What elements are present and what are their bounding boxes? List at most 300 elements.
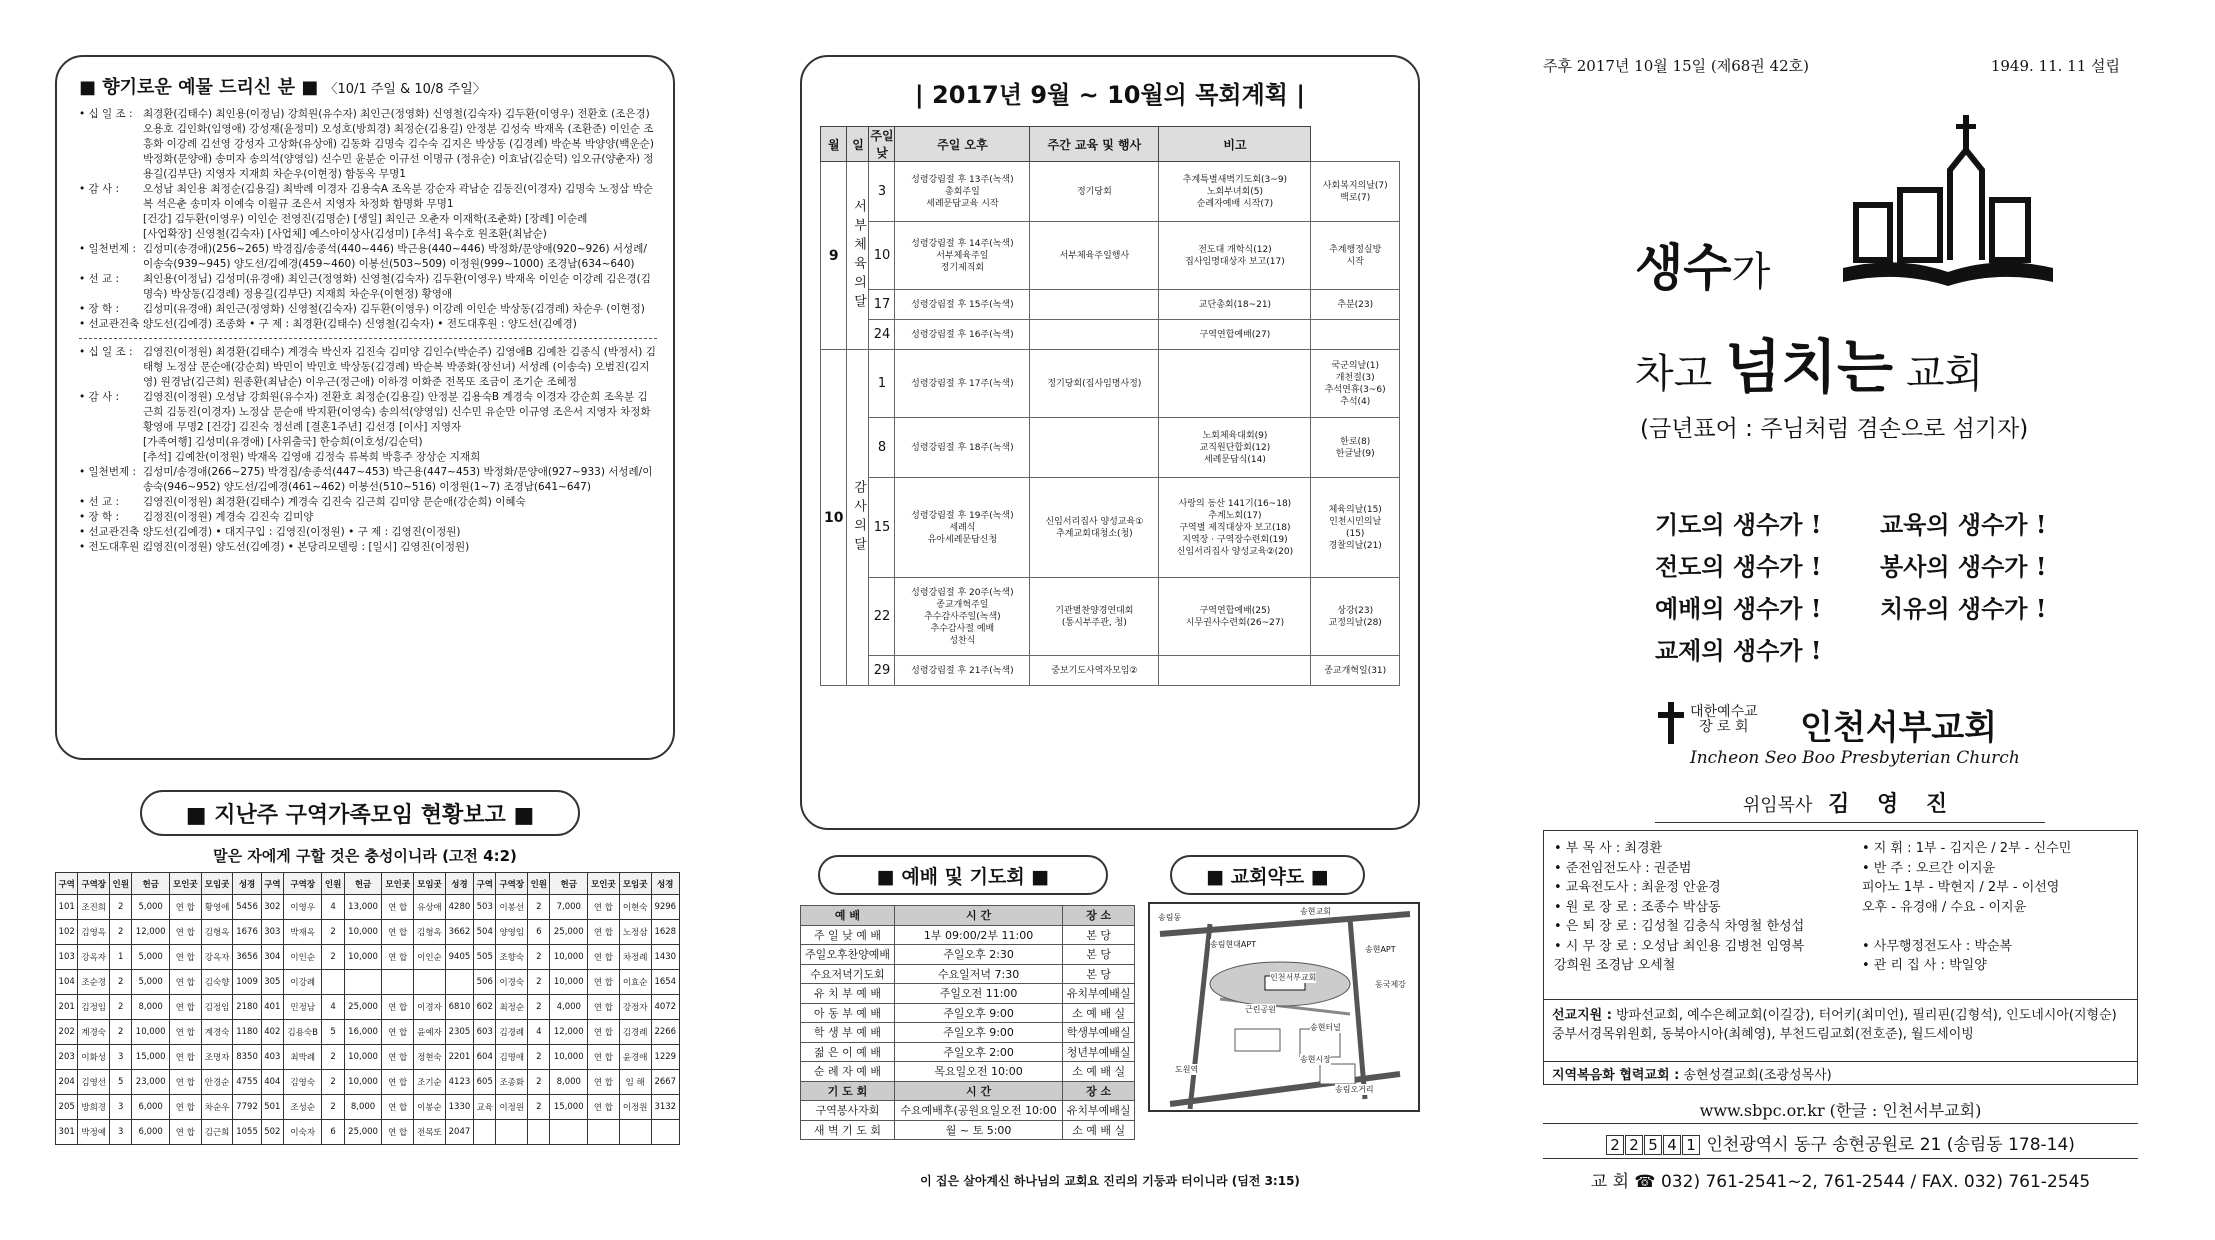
column-header: 기 도 회 [801, 1081, 895, 1101]
table-cell: 이인순 [414, 945, 446, 970]
table-cell: 김경례 [619, 1020, 651, 1045]
plan-note: 추계행정실방 시작 [1311, 222, 1400, 290]
table-cell: 연 합 [169, 895, 201, 920]
table-cell: 6810 [445, 995, 473, 1020]
staff-line: • 부 목 사 : 최경환 [1554, 841, 1663, 856]
table-cell: 2 [528, 1070, 550, 1095]
plan-aft: 서부체육주일행사 [1030, 222, 1159, 290]
map-label: 송림동 [1158, 913, 1182, 922]
table-cell: 204 [56, 1070, 78, 1095]
table-cell: 연 합 [382, 1070, 414, 1095]
table-row [801, 984, 1135, 1004]
table-cell: 황영애 [201, 895, 233, 920]
staff-line: 오후 - 유경애 / 수요 - 이지윤 [1862, 899, 2027, 915]
table-cell: 이경자 [414, 995, 446, 1020]
table-row [801, 1042, 1135, 1062]
column-header: 장 소 [1063, 906, 1135, 926]
table-cell: 2 [322, 1095, 344, 1120]
table-cell [344, 970, 382, 995]
offering-row [79, 182, 657, 212]
column-header: 인원 [110, 873, 132, 895]
table-cell: 연 합 [588, 1020, 620, 1045]
plan-aft: 기관별찬양경연대회 (통시부주관, 청) [1030, 578, 1159, 656]
table-cell: 3 [110, 1095, 132, 1120]
table-cell: 이인순 [284, 945, 322, 970]
offering-row [79, 540, 657, 555]
offering-names: 김영진(이정원) 양도선(김예경) • 본당리모델링 : [일시] 김영진(이정원) [143, 541, 470, 553]
table-cell: 502 [261, 1120, 283, 1145]
cell-report-title: ■ 지난주 구역가족모임 현황보고 ■ [140, 790, 580, 836]
plan-aft [1030, 418, 1159, 478]
mission-support: 선교지원 : 방파선교회, 예수은혜교회(이길강), 터어키(최미언), 필리핀(김형석), 인도네시아(지형순) 중부서경목위원회, 동북아시아(최혜영), 부천드림교회(전호준), 월드세이빙 [1544, 999, 2137, 1050]
plan-week: 전도대 개학식(12) 집사임명대상자 보고(17) [1159, 222, 1311, 290]
table-cell: 젊 은 이 예 배 [801, 1042, 895, 1062]
table-cell: 503 [474, 895, 496, 920]
plan-week [1159, 350, 1311, 418]
table-cell: 4 [528, 1020, 550, 1045]
plan-month-theme: 감사의달 [847, 350, 869, 686]
table-cell: 9405 [445, 945, 473, 970]
column-header: 모임곳 [414, 873, 446, 895]
table-cell: 연 합 [169, 995, 201, 1020]
table-cell: 10,000 [550, 1045, 588, 1070]
table-cell: 주일오후 2:00 [894, 1042, 1062, 1062]
table-cell: 학생부예배실 [1063, 1023, 1135, 1043]
table-cell: 505 [474, 945, 496, 970]
table-cell: 교육 [474, 1095, 496, 1120]
table-cell: 연 합 [169, 920, 201, 945]
table-cell: 계경숙 [78, 1020, 110, 1045]
plan-aft [1030, 320, 1159, 350]
cell-report-verse: 말은 자에게 구할 것은 충성이니라 (고전 4:2) [213, 847, 517, 865]
table-cell: 3 [110, 1045, 132, 1070]
table-cell: 김명애 [496, 1045, 528, 1070]
staff-list-left [1554, 839, 1804, 976]
table-cell: 연 합 [588, 895, 620, 920]
column-header: 주일 오후 [895, 127, 1030, 162]
table-cell: 노정삼 [619, 920, 651, 945]
staff-line [1862, 917, 2071, 937]
column-header: 구역장 [78, 873, 110, 895]
offering-label: • 일천번제 : [79, 466, 136, 478]
plan-noon: 성령강림절 후 19주(녹색) 세례식 유아세례문답신청 [895, 478, 1030, 578]
offering-group-week1 [79, 107, 657, 332]
map-label: 송현시장 [1300, 1055, 1331, 1064]
table-cell: 23,000 [132, 1070, 170, 1095]
offering-label [79, 450, 143, 465]
staff-box [1543, 830, 2138, 1085]
column-header: 주일 낮 [869, 127, 895, 162]
table-cell: 5,000 [132, 970, 170, 995]
table-cell: 2305 [445, 1020, 473, 1045]
table-cell: 이숙자 [284, 1120, 322, 1145]
table-cell: 이봉순 [414, 1095, 446, 1120]
column-header: 인원 [528, 873, 550, 895]
table-cell: 12,000 [550, 1020, 588, 1045]
table-cell: 연 합 [382, 1020, 414, 1045]
table-cell: 402 [261, 1020, 283, 1045]
offering-names: 김영진(이정원) 최경환(김태수) 계경숙 박신자 김진숙 김미양 김인수(박순주) 김영애B 김예찬 김종식 (박정서) 김태형 노정삼 문순애(강순희) 박민이 박민호 박상동(김경례) 박순복 박종화(장선녀) 서성례 (이송숙) 오범진(김지영) 원경남(김근희) 원종환(최남순) 이우근(정근애) 이하경 이화준 전목또 조금이 조기순 조혜정 [143, 346, 656, 388]
table-cell: 3656 [233, 945, 261, 970]
column-header: 시 간 [894, 1081, 1062, 1101]
table-cell: 10,000 [550, 945, 588, 970]
column-header: 구역 [474, 873, 496, 895]
table-cell: 5456 [233, 895, 261, 920]
table-cell: 주일오후 9:00 [894, 1023, 1062, 1043]
plan-aft: 중보기도사역자모임② [1030, 656, 1159, 686]
offering-row [79, 317, 657, 332]
table-cell: 5,000 [132, 945, 170, 970]
table-cell: 1654 [651, 970, 679, 995]
zip-digit: 4 [1663, 1135, 1681, 1155]
plan-noon: 성령강림절 후 21주(녹색) [895, 656, 1030, 686]
growth-item: 기도의 생수가 ! [1655, 510, 1822, 539]
map-title: ■ 교회약도 ■ [1170, 855, 1365, 895]
table-cell: 김용숙B [284, 1020, 322, 1045]
table-cell: 205 [56, 1095, 78, 1120]
offering-group-week2 [79, 345, 657, 555]
table-cell: 새 벽 기 도 회 [801, 1120, 895, 1140]
table-cell: 연 합 [169, 1070, 201, 1095]
growth-item: 전도의 생수가 ! [1655, 552, 1822, 581]
table-cell: 104 [56, 970, 78, 995]
table-cell: 10,000 [344, 1045, 382, 1070]
table-row [821, 222, 1400, 290]
plan-week: 추계특별새벽기도회(3~9) 노회부녀회(5) 순례자예배 시작(7) [1159, 162, 1311, 222]
table-cell: 504 [474, 920, 496, 945]
map-label: 송현교회 [1300, 907, 1331, 916]
zip-digit: 2 [1625, 1135, 1643, 1155]
table-cell: 8350 [233, 1045, 261, 1070]
column-header: 시 간 [894, 906, 1062, 926]
table-cell: 강옥자 [78, 945, 110, 970]
table-cell: 이효순 [619, 970, 651, 995]
offering-names: [건강] 김두환(이영우) 이인순 전영진(김명순) [생일] 최인근 오춘자 이재학(조춘화) [장례] 이순례 [143, 213, 588, 225]
plan-day: 22 [869, 578, 895, 656]
table-cell [651, 1120, 679, 1145]
table-cell: 김영선 [78, 1070, 110, 1095]
column-header: 일 [847, 127, 869, 162]
table-cell: 양영임 [496, 920, 528, 945]
column-header: 장 소 [1063, 1081, 1135, 1101]
table-cell: 102 [56, 920, 78, 945]
table-cell [445, 970, 473, 995]
table-cell: 김경례 [496, 1020, 528, 1045]
column-header: 주간 교육 및 행사 [1030, 127, 1159, 162]
staff-line: 강희원 조경남 오세철 [1554, 958, 1676, 973]
table-cell: 연 합 [169, 945, 201, 970]
staff-line: • 준전임전도사 : 권준범 [1554, 860, 1692, 876]
table-cell: 9296 [651, 895, 679, 920]
table-cell: 전목또 [414, 1120, 446, 1145]
table-cell: 수요일저녁 7:30 [894, 964, 1062, 984]
table-row [801, 1120, 1135, 1140]
table-cell: 8,000 [550, 1070, 588, 1095]
table-cell: 김숙향 [201, 970, 233, 995]
table-cell: 연 합 [382, 945, 414, 970]
table-cell: 302 [261, 895, 283, 920]
table-row [821, 656, 1400, 686]
table-cell: 8,000 [344, 1095, 382, 1120]
bottom-verse: 이 집은 살아계신 하나님의 교회요 진리의 기둥과 터이니라 (딤전 3:15) [920, 1174, 1300, 1188]
table-cell: 주일오후 9:00 [894, 1003, 1062, 1023]
church-name-english: Incheon Seo Boo Presbyterian Church [1690, 748, 2020, 768]
map-label: 동국제강 [1375, 980, 1406, 989]
table-cell: 2 [322, 1070, 344, 1095]
table-cell: 조기순 [414, 1070, 446, 1095]
plan-table [820, 126, 1400, 686]
table-cell: 13,000 [344, 895, 382, 920]
table-cell: 4 [322, 995, 344, 1020]
offering-label: • 선교관건축 : [79, 318, 147, 330]
table-cell: 301 [56, 1120, 78, 1145]
table-cell: 조진희 [78, 895, 110, 920]
table-cell: 유치부예배실 [1063, 984, 1135, 1004]
zip-code [1606, 1135, 1706, 1155]
plan-note: 국군의날(1) 개천절(3) 추석연휴(3~6) 추석(4) [1311, 350, 1400, 418]
table-cell: 602 [474, 995, 496, 1020]
offering-label [79, 212, 143, 227]
plan-noon: 성령강림절 후 15주(녹색) [895, 290, 1030, 320]
table-row [821, 478, 1400, 578]
column-header: 예 배 [801, 906, 895, 926]
table-cell: 소 예 배 실 [1063, 1120, 1135, 1140]
denomination: 대한예수교 장 로 회 [1690, 704, 1758, 735]
table-cell: 청년부예배실 [1063, 1042, 1135, 1062]
zip-digit: 1 [1682, 1135, 1700, 1155]
zip-digit: 5 [1644, 1135, 1662, 1155]
table-row [821, 350, 1400, 418]
table-cell: 8,000 [132, 995, 170, 1020]
table-cell: 303 [261, 920, 283, 945]
table-cell: 이강례 [284, 970, 322, 995]
offering-label: • 선교관건축 : [79, 526, 147, 538]
table-cell [588, 1120, 620, 1145]
column-header: 인원 [322, 873, 344, 895]
established-date: 1949. 11. 11 설립 [1990, 57, 2120, 75]
table-cell [496, 1120, 528, 1145]
slogan-line1: 생수가 [1635, 239, 1771, 297]
plan-noon: 성령강림절 후 20주(녹색) 종교개혁주일 추수감사주일(녹색) 추수감사절 예배 성찬식 [895, 578, 1030, 656]
table-cell: 2 [110, 995, 132, 1020]
column-header: 구역 [261, 873, 283, 895]
table-cell: 연 합 [588, 1045, 620, 1070]
offering-names: 김성미(유경애) 최인근(정영화) 신영철(김숙자) 김두환(이영우) 이강례 이인순 박상동(김경례) 차순우 (이현정) [143, 303, 645, 315]
plan-note: 체육의날(15) 인천시민의날 (15) 경찰의날(21) [1311, 478, 1400, 578]
table-row [801, 964, 1135, 984]
table-cell: 1229 [651, 1045, 679, 1070]
table-cell: 1676 [233, 920, 261, 945]
offering-row [79, 107, 657, 182]
table-cell: 5 [322, 1020, 344, 1045]
table-cell: 2 [528, 970, 550, 995]
column-header: 모임곳 [201, 873, 233, 895]
table-cell: 3 [110, 1120, 132, 1145]
table-cell: 김근희 [201, 1120, 233, 1145]
cell-report-table [55, 872, 680, 1145]
table-cell: 16,000 [344, 1020, 382, 1045]
offering-label [79, 227, 143, 242]
offering-label: • 십 일 조 : [79, 346, 133, 358]
table-cell [414, 970, 446, 995]
table-cell: 연 합 [382, 995, 414, 1020]
table-cell: 404 [261, 1070, 283, 1095]
table-cell: 이정원 [496, 1095, 528, 1120]
offering-names: 김성미(송경애)(256~265) 박경집/송종석(440~446) 박근용(440~446) 박정화/문양애(920~926) 서성례/이송숙(939~945) 양도선/김예경(459~460) 이봉선(503~509) 이정원(999~1000) 조경남(634~640) [143, 243, 647, 270]
offering-names: 김성미/송경애(266~275) 박경집/송종석(447~453) 박근용(447~453) 박정화/문양애(927~933) 서성례/이송숙(946~952) 양도선/김예경(461~462) 이봉선(510~516) 이정원(1~7) 조경남(641~647) [143, 466, 653, 493]
plan-aft: 정기당회(집사임명사정) [1030, 350, 1159, 418]
table-cell: 계경숙 [201, 1020, 233, 1045]
table-cell: 조향숙 [496, 945, 528, 970]
offering-names: 양도선(김예경) • 대지구입 : 김영진(이정원) • 구 제 : 김영진(이정원) [143, 526, 461, 538]
table-cell: 6 [322, 1120, 344, 1145]
table-row [56, 920, 680, 945]
table-cell: 김형옥 [414, 920, 446, 945]
table-cell: 강정자 [619, 995, 651, 1020]
plan-aft [1030, 290, 1159, 320]
table-cell: 2 [110, 1020, 132, 1045]
table-row [56, 1020, 680, 1045]
table-cell: 2 [110, 970, 132, 995]
plan-noon: 성령강림절 후 14주(녹색) 서부체육주일 정기제직회 [895, 222, 1030, 290]
table-cell: 101 [56, 895, 78, 920]
year-motto: (금년표어 : 주님처럼 겸손으로 섬기자) [1640, 416, 2029, 442]
staff-line: • 원 로 장 로 : 조종수 박삼동 [1554, 899, 1721, 915]
table-cell: 본 당 [1063, 925, 1135, 945]
table-row [801, 1062, 1135, 1082]
table-row [56, 1070, 680, 1095]
zip-digit: 2 [1606, 1135, 1624, 1155]
table-row [56, 1045, 680, 1070]
table-cell: 10,000 [344, 945, 382, 970]
table-cell: 2 [528, 945, 550, 970]
table-cell: 아 동 부 예 배 [801, 1003, 895, 1023]
column-header: 모인곳 [588, 873, 620, 895]
growth-item: 치유의 생수가 ! [1880, 594, 2047, 623]
table-row [801, 1023, 1135, 1043]
staff-line: • 관 리 집 사 : 박일양 [1862, 958, 1987, 973]
table-cell: 윤예자 [414, 1020, 446, 1045]
table-cell: 4,000 [550, 995, 588, 1020]
table-cell: 2 [322, 920, 344, 945]
table-cell: 2047 [445, 1120, 473, 1145]
table-cell: 25,000 [550, 920, 588, 945]
table-cell: 304 [261, 945, 283, 970]
table-cell: 연 합 [382, 1095, 414, 1120]
table-cell: 강옥자 [201, 945, 233, 970]
staff-line: • 지 휘 : 1부 - 김지은 / 2부 - 신수민 [1862, 841, 2072, 856]
table-row [56, 1120, 680, 1145]
table-cell: 민정남 [284, 995, 322, 1020]
column-header: 모인곳 [169, 873, 201, 895]
table-row [801, 925, 1135, 945]
offering-row [79, 465, 657, 495]
offering-label: • 장 학 : [79, 303, 120, 315]
table-cell: 15,000 [550, 1095, 588, 1120]
evangelism-partner: 지역복음화 협력교회 : 송현성결교회(조광성목사) [1544, 1061, 2137, 1085]
table-cell: 연 합 [169, 1045, 201, 1070]
table-cell: 3132 [651, 1095, 679, 1120]
table-cell: 403 [261, 1045, 283, 1070]
offering-row [79, 450, 657, 465]
plan-week: 사랑의 동산 141기(16~18) 추계노회(17) 구역별 제직대상자 보고(18) 지역장 · 구역장수련회(19) 신임서리집사 양성교육②(20) [1159, 478, 1311, 578]
church-map [1148, 902, 1420, 1112]
plan-note: 종교개혁일(31) [1311, 656, 1400, 686]
table-row [801, 945, 1135, 965]
table-cell: 연 합 [169, 1095, 201, 1120]
table-cell: 연 합 [588, 1070, 620, 1095]
table-cell: 김영옥 [78, 920, 110, 945]
table-cell: 연 합 [588, 945, 620, 970]
offering-names: 김영진(이정원) 오성남 강희원(유수자) 전환호 최정순(김용길) 안정분 김용숙B 계경숙 이경자 강순희 조옥분 김근희 김동진(이경자) 노정삼 문순애 박지환(이영숙) 송의석(양영임) 신수민 유순만 이규영 조은서 지영자 차정화 황영애 무명2 [건강] 김진숙 정선례 [결혼1주년] 김선경 [이사] 지영자 [143, 391, 651, 433]
column-header: 구역장 [284, 873, 322, 895]
plan-day: 29 [869, 656, 895, 686]
plan-note: 한로(8) 한글날(9) [1311, 418, 1400, 478]
table-cell: 1430 [651, 945, 679, 970]
growth-item: 교육의 생수가 ! [1880, 510, 2047, 539]
growth-item: 교제의 생수가 ! [1655, 636, 1822, 665]
table-cell: 10,000 [344, 1070, 382, 1095]
plan-day: 3 [869, 162, 895, 222]
table-cell: 2 [110, 920, 132, 945]
plan-noon: 성령강림절 후 18주(녹색) [895, 418, 1030, 478]
table-header-row [801, 906, 1135, 926]
column-header: 구역 [56, 873, 78, 895]
growth-item: 예배의 생수가 ! [1655, 594, 1822, 623]
table-row [821, 290, 1400, 320]
table-cell: 주 일 낮 예 배 [801, 925, 895, 945]
senior-pastor: 위임목사 김 영 진 [1655, 787, 2045, 823]
table-header-row [56, 873, 680, 895]
table-cell [322, 970, 344, 995]
column-header: 성경 [233, 873, 261, 895]
table-cell: 이경숙 [496, 970, 528, 995]
table-cell: 이영우 [284, 895, 322, 920]
table-cell: 506 [474, 970, 496, 995]
plan-aft: 신임서리집사 양성교육① 추계교회대청소(청) [1030, 478, 1159, 578]
table-cell: 1009 [233, 970, 261, 995]
offering-label: • 선 교 : [79, 273, 120, 285]
table-cell: 학 생 부 예 배 [801, 1023, 895, 1043]
table-cell: 소 예 배 실 [1063, 1062, 1135, 1082]
table-cell: 순 례 자 예 배 [801, 1062, 895, 1082]
table-cell: 2 [322, 1045, 344, 1070]
plan-day: 15 [869, 478, 895, 578]
column-header: 월 [821, 127, 847, 162]
offering-label: • 감 사 : [79, 391, 120, 403]
table-cell: 1055 [233, 1120, 261, 1145]
staff-line: • 교육전도사 : 최윤정 안윤경 [1554, 880, 1721, 895]
table-row [56, 895, 680, 920]
plan-month: 10 [821, 350, 847, 686]
table-cell: 김정임 [78, 995, 110, 1020]
slogan-line2: 차고 넘치는 교회 [1635, 333, 1984, 401]
growth-item: 봉사의 생수가 ! [1880, 552, 2047, 581]
table-cell: 임 해 [619, 1070, 651, 1095]
offering-names: 최인용(이정님) 김성미(유경애) 최인근(정영화) 신영철(김숙자) 김두환(이영우) 박재옥 이인순 이강례 김은경(김명숙) 박상동(김경례) 정용길(김부단) 지재희 차순우(이현정) 황영애 [143, 273, 651, 300]
table-cell [382, 970, 414, 995]
table-cell: 유치부예배실 [1063, 1101, 1135, 1121]
offering-row [79, 242, 657, 272]
table-cell: 401 [261, 995, 283, 1020]
column-header: 성경 [445, 873, 473, 895]
offering-names: [사업확장] 신영철(김숙자) [사업체] 예스아이상사(김성미) [추석] 육수호 원조환(최남순) [143, 228, 547, 240]
staff-line: • 시 무 장 로 : 오성남 최인용 김병천 임영복 [1554, 938, 1805, 954]
offering-row [79, 510, 657, 525]
table-cell: 6 [528, 920, 550, 945]
staff-line: • 사무행정전도사 : 박순복 [1862, 938, 2013, 954]
table-cell: 조명자 [201, 1045, 233, 1070]
